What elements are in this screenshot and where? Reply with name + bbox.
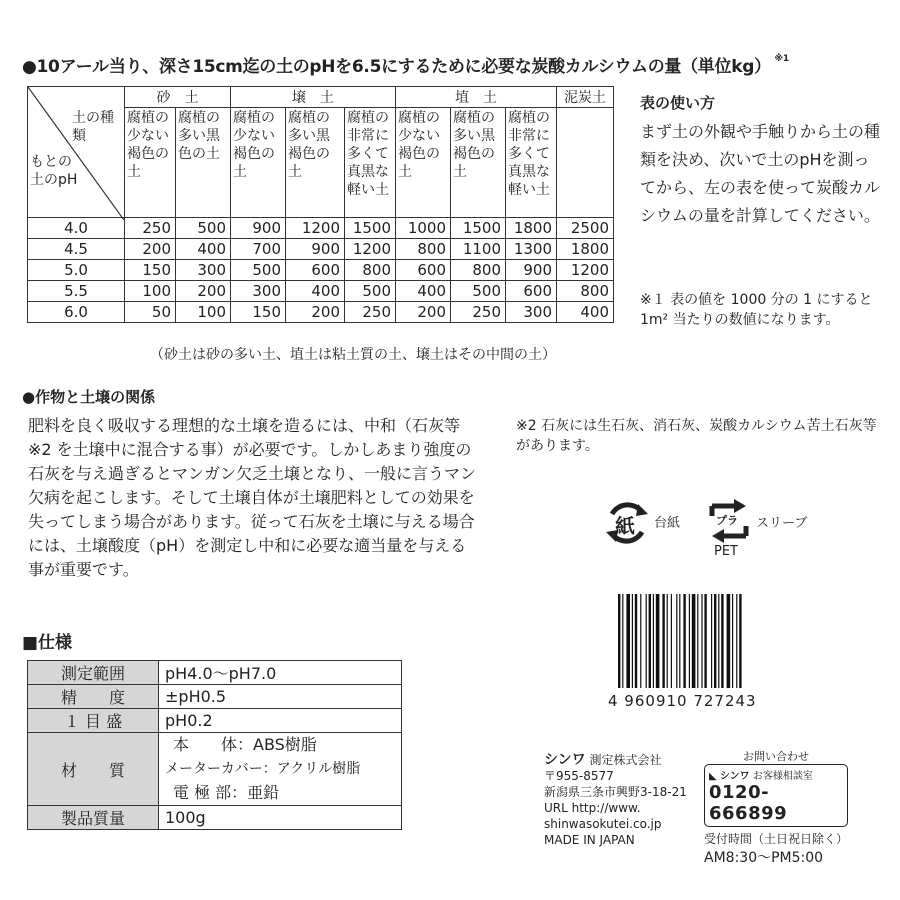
spec-value: ±pH0.5 [159, 685, 402, 709]
subheader-cell: 腐植の多い黒色の土 [176, 108, 231, 218]
ph-cell: 4.5 [28, 239, 125, 260]
spec-label: 製品質量 [28, 806, 159, 830]
value-cell: 200 [396, 302, 451, 323]
table-row [28, 685, 402, 709]
value-cell: 800 [557, 281, 614, 302]
group-clay: 埴 土 [396, 87, 557, 108]
value-cell: 1200 [345, 239, 396, 260]
table-row [28, 806, 402, 830]
value-cell: 250 [345, 302, 396, 323]
corner-soil-type: 土の種類 [72, 110, 114, 144]
contact-phone: 0120-666899 [709, 782, 788, 824]
value-cell: 500 [451, 281, 506, 302]
value-cell: 300 [506, 302, 557, 323]
subheader-cell: 腐植の多い黒褐色の土 [286, 108, 345, 218]
table-row [28, 218, 614, 239]
value-cell: 800 [396, 239, 451, 260]
table-row [28, 661, 402, 685]
corner-cell [28, 87, 125, 218]
soil-footnote: （砂土は砂の多い土、埴土は粘土質の土、壌土はその中間の土） [150, 347, 556, 363]
ph-cell: 6.0 [28, 302, 125, 323]
company-name: 測定株式会社 [589, 753, 662, 767]
usage-title: 表の使い方 [640, 94, 716, 112]
material-body: 本 体：ABS樹脂 [173, 735, 317, 754]
plastic-recycle-icon: プラ [706, 498, 752, 544]
group-peat: 泥炭土 [557, 87, 614, 108]
value-cell: 50 [125, 302, 176, 323]
contact-hours: AM8:30〜PM5:00 [704, 850, 824, 866]
value-cell: 250 [451, 302, 506, 323]
company-url-label: URL http://www. [544, 801, 641, 815]
spec-title: ■仕様 [22, 633, 73, 653]
subheader-cell: 腐植の非常に多くて真黒な軽い土 [506, 108, 557, 218]
value-cell: 1200 [286, 218, 345, 239]
subheader-cell [557, 108, 614, 218]
table-row [28, 239, 614, 260]
plastic-label: スリーブ [756, 516, 808, 531]
spec-value: 100g [159, 806, 402, 830]
spec-value: pH4.0〜pH7.0 [159, 661, 402, 685]
value-cell: 1800 [506, 218, 557, 239]
spec-label: １ 目 盛 [28, 709, 159, 733]
value-cell: 1500 [345, 218, 396, 239]
table-row [28, 302, 614, 323]
value-cell: 800 [345, 260, 396, 281]
made-in: MADE IN JAPAN [544, 833, 635, 847]
value-cell: 150 [231, 302, 286, 323]
relation-body: 肥料を良く吸収する理想的な土壌を造るには、中和（石灰等※2 を土壌中に混合する事）が必要です。しかしあまり強度の石灰を与え過ぎるとマンガン欠乏土壌となり、一般に言うマン欠病を起こします。そして土壌自体が土壌肥料としての効果を失ってしまう場合があります。従って石灰を土壌に与える場合には、土壌酸度（pH）を測定し中和に必要な適当量を与える事が重要です。 [28, 416, 477, 579]
subheader-cell: 腐植の非常に多くて真黒な軽い土 [345, 108, 396, 218]
material-electrode: 電 極 部：亜鉛 [173, 783, 280, 802]
ph-cell: 5.0 [28, 260, 125, 281]
value-cell: 900 [231, 218, 286, 239]
subheader-cell: 腐植の少ない褐色の土 [231, 108, 286, 218]
spec-label: 測定範囲 [28, 661, 159, 685]
value-cell: 400 [396, 281, 451, 302]
value-cell: 500 [176, 218, 231, 239]
value-cell: 300 [231, 281, 286, 302]
value-cell: 1100 [451, 239, 506, 260]
value-cell: 500 [345, 281, 396, 302]
subheader-cell: 腐植の少ない褐色の土 [125, 108, 176, 218]
value-cell: 150 [125, 260, 176, 281]
heading-text: ●10アール当り、深さ15cm迄の土のpHを6.5にするために必要な炭酸カルシウムの量（単位kg） [22, 57, 771, 77]
company-brand: シンワ [544, 752, 586, 768]
footnote-2: ※2 石灰には生石灰、消石灰、炭酸カルシウム苦土石灰等があります。 [516, 418, 877, 454]
spec-value: pH0.2 [159, 709, 402, 733]
table-row [28, 281, 614, 302]
contact-panel [704, 764, 848, 827]
calcium-table [27, 86, 614, 323]
contact-brand: シンワ [719, 771, 750, 782]
pet-label: PET [714, 544, 738, 559]
value-cell: 300 [176, 260, 231, 281]
value-cell: 400 [286, 281, 345, 302]
value-cell: 400 [176, 239, 231, 260]
table-row [28, 260, 614, 281]
value-cell: 900 [286, 239, 345, 260]
value-cell: 200 [125, 239, 176, 260]
value-cell: 100 [125, 281, 176, 302]
value-cell: 1300 [506, 239, 557, 260]
value-cell: 1000 [396, 218, 451, 239]
table-body [28, 218, 614, 323]
company-info [544, 752, 704, 848]
value-cell: 500 [231, 260, 286, 281]
heading-footnote-mark: ※1 [774, 54, 789, 65]
value-cell: 600 [396, 260, 451, 281]
company-postal: 〒955-8577 [544, 769, 614, 783]
recycle-marks [604, 492, 844, 562]
barcode [614, 594, 804, 690]
paper-label: 台紙 [654, 516, 681, 531]
value-cell: 1500 [451, 218, 506, 239]
footnote-1: ※１ 表の値を 1000 分の 1 にすると 1m² 当たりの数値になります。 [640, 292, 873, 328]
value-cell: 600 [286, 260, 345, 281]
ph-cell: 5.5 [28, 281, 125, 302]
ph-cell: 4.0 [28, 218, 125, 239]
value-cell: 250 [125, 218, 176, 239]
value-cell: 700 [231, 239, 286, 260]
subheader-cell: 腐植の多い黒褐色の土 [451, 108, 506, 218]
group-sand: 砂 土 [125, 87, 231, 108]
contact-hours-label: 受付時間（土日祝日除く） [704, 832, 849, 846]
value-cell: 900 [506, 260, 557, 281]
value-cell: 100 [176, 302, 231, 323]
contact-room: お客様相談室 [752, 771, 813, 782]
usage-body: まず土の外観や手触りから土の種類を決め、次いで土のpHを測ってから、左の表を使って炭酸カルシウムの量を計算してください。 [640, 122, 881, 225]
contact-box [704, 748, 848, 867]
corner-original-ph: もとの土のpH [30, 154, 78, 188]
company-address: 新潟県三条市興野3-18-21 [544, 785, 687, 799]
group-loam: 壌 土 [231, 87, 396, 108]
value-cell: 1200 [557, 260, 614, 281]
material-cover: メーターカバー：アクリル樹脂 [165, 761, 361, 777]
spec-label-material: 材 質 [28, 733, 159, 806]
value-cell: 200 [286, 302, 345, 323]
relation-heading: ●作物と土壌の関係 [22, 388, 156, 406]
subheader-cell: 腐植の少ない褐色の土 [396, 108, 451, 218]
soil-table-heading [22, 52, 789, 77]
barcode-number: 4 960910 727243 [608, 692, 757, 710]
company-url: shinwasokutei.co.jp [544, 817, 662, 831]
value-cell: 800 [451, 260, 506, 281]
contact-heading: お問い合わせ [743, 750, 809, 763]
value-cell: 1800 [557, 239, 614, 260]
s-logo-icon: ◣ [709, 771, 717, 782]
spec-table [27, 660, 402, 830]
spec-label: 精 度 [28, 685, 159, 709]
value-cell: 2500 [557, 218, 614, 239]
table-row [28, 709, 402, 733]
table-row [28, 733, 402, 806]
paper-recycle-icon: 紙 [604, 500, 650, 546]
value-cell: 200 [176, 281, 231, 302]
spec-value-material [159, 733, 402, 806]
value-cell: 400 [557, 302, 614, 323]
value-cell: 600 [506, 281, 557, 302]
